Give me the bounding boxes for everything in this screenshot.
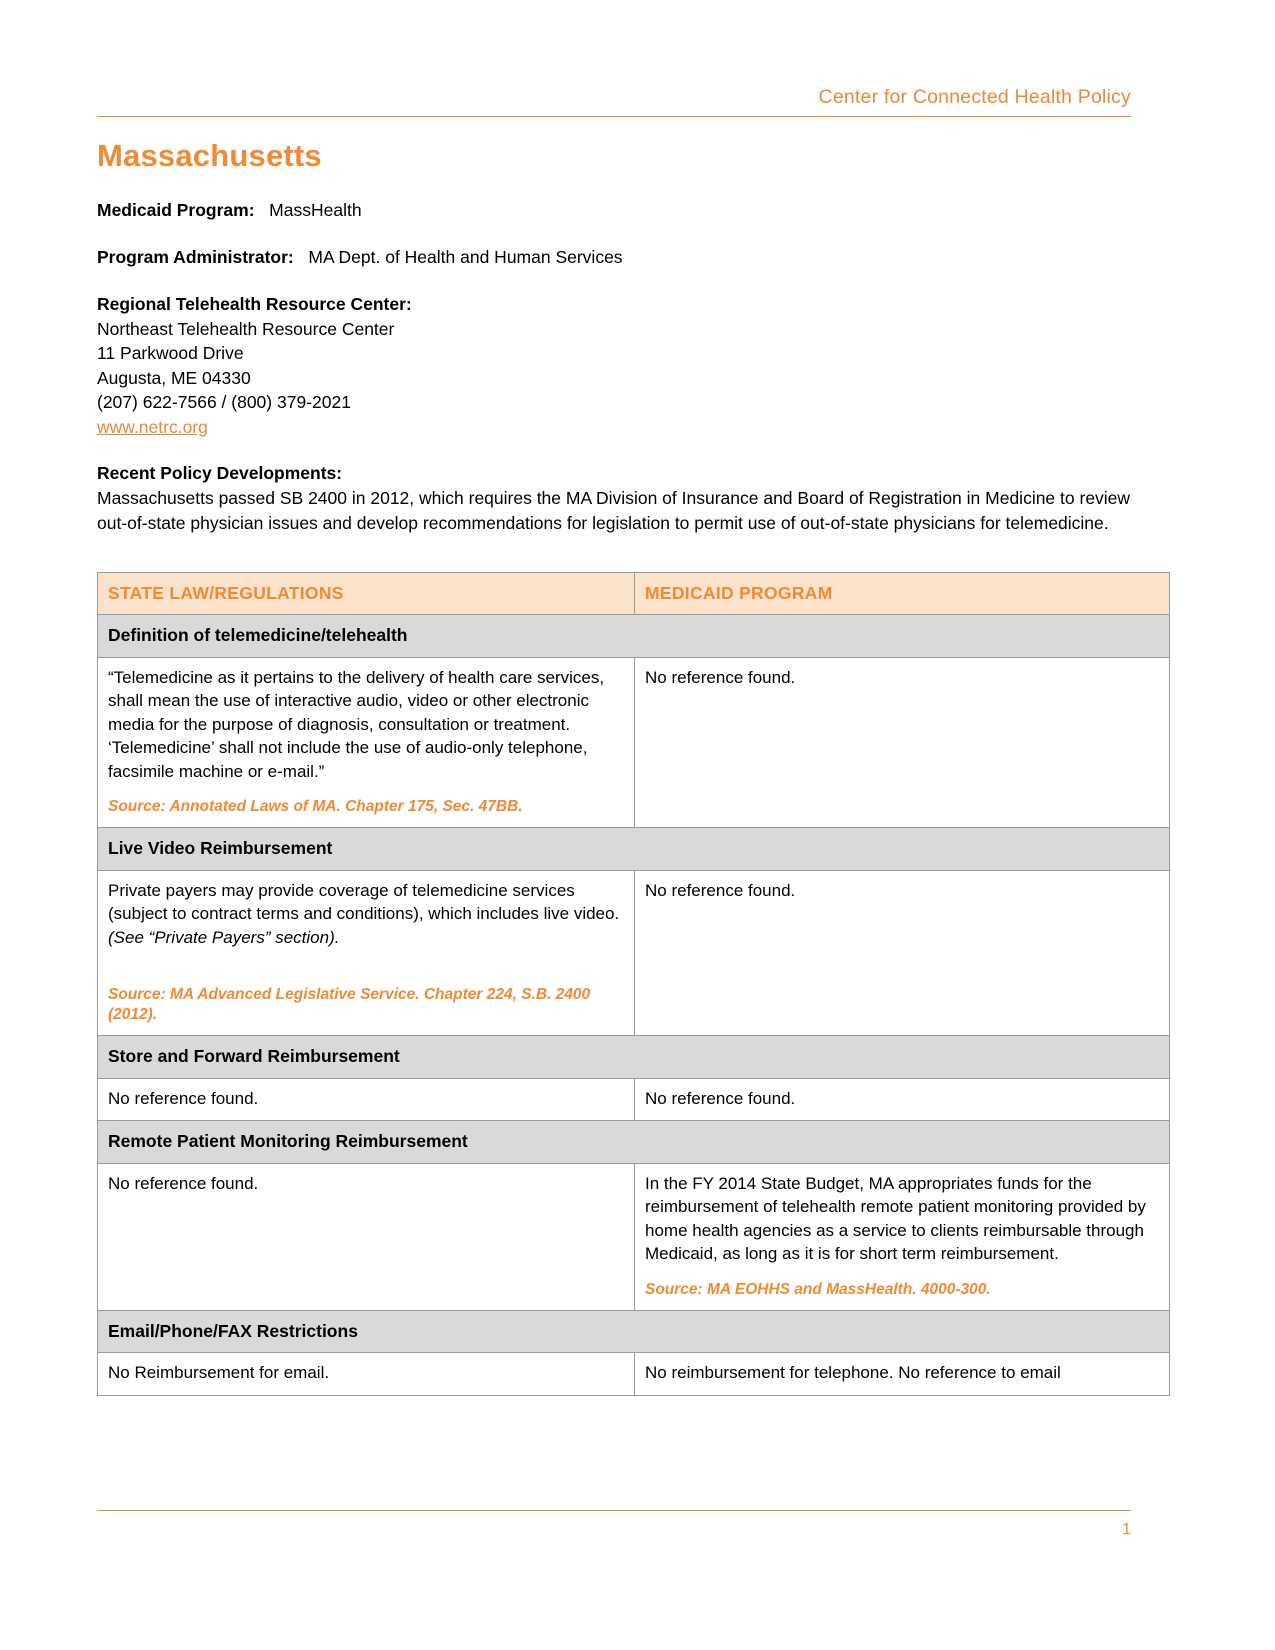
section-heading-row [98, 1121, 1170, 1164]
recent-policy-label: Recent Policy Developments: [97, 463, 343, 483]
cell-text: No Reimbursement for email. [108, 1363, 330, 1382]
cell-text: “Telemedicine as it pertains to the delivery of health care services, shall mean the use of interactive audio, video or other electronic media for the purpose of diagnosis, consultation or treatment. ‘Telemedicine’ shall not include the use of audio-only telephone, facsimile machine or e-mail.” [108, 667, 605, 781]
cell-state-law-remote-patient-monitoring [98, 1163, 635, 1310]
section-heading-definition: Definition of telemedicine/telehealth [98, 615, 1170, 658]
cell-note: (See “Private Payers” section). [108, 927, 340, 947]
medicaid-program-value: MassHealth [269, 200, 362, 220]
cell-text: No reference found. [108, 1088, 259, 1108]
cell-source: Source: Annotated Laws of MA. Chapter 175, Sec. 47BB. [108, 798, 523, 815]
cell-text: No reimbursement for telephone. No reference to email [645, 1363, 1061, 1382]
table-row [98, 1353, 1170, 1396]
section-heading-row [98, 1036, 1170, 1079]
cell-medicaid-live-video [635, 870, 1170, 1036]
rtrc-label: Regional Telehealth Resource Center: [97, 294, 412, 314]
recent-policy-developments [97, 461, 1131, 536]
page-title: Massachusetts [97, 138, 322, 173]
cell-state-law-definition [98, 657, 635, 828]
regional-telehealth-resource-center [97, 292, 1131, 439]
cell-medicaid-email-phone-fax [635, 1353, 1170, 1396]
cell-text: No reference found. [645, 1088, 796, 1108]
cell-source: Source: MA EOHHS and MassHealth. 4000-300. [645, 1280, 991, 1298]
table-row [98, 870, 1170, 1036]
cell-medicaid-definition [635, 657, 1170, 828]
section-heading-row [98, 615, 1170, 658]
cell-state-law-email-phone-fax [98, 1353, 635, 1396]
cell-medicaid-remote-patient-monitoring [635, 1163, 1170, 1310]
document-body [97, 138, 1146, 1396]
medicaid-program-line [97, 198, 1131, 223]
cell-text: No reference found. [645, 667, 796, 687]
recent-policy-text: Massachusetts passed SB 2400 in 2012, which requires the MA Division of Insurance and Board of Registration in Medicine to review out-of-state physician issues and develop recommendations for legislation to permit use of out-of-state physicians for telemedicine. [97, 487, 1131, 533]
rtrc-website-link[interactable]: www.netrc.org [97, 416, 208, 437]
section-heading-remote-patient-monitoring: Remote Patient Monitoring Reimbursement [98, 1121, 1170, 1164]
table-row [98, 657, 1170, 828]
program-administrator-line [97, 245, 1131, 270]
cell-text: In the FY 2014 State Budget, MA appropriates funds for the reimbursement of telehealth remote patient monitoring provided by home health agencies as a service to clients reimbursable through Medicaid, as long as it is for short term reimbursement. [645, 1173, 1146, 1263]
program-administrator-label: Program Administrator: [97, 247, 294, 267]
program-administrator-value: MA Dept. of Health and Human Services [308, 247, 623, 267]
section-heading-store-and-forward: Store and Forward Reimbursement [98, 1036, 1170, 1079]
section-heading-row [98, 1310, 1170, 1353]
page-number: 1 [1122, 1521, 1131, 1538]
cell-medicaid-store-and-forward [635, 1078, 1170, 1121]
section-heading-email-phone-fax: Email/Phone/FAX Restrictions [98, 1310, 1170, 1353]
cell-text: No reference found. [645, 880, 796, 900]
table-row [98, 1163, 1170, 1310]
column-header-medicaid: MEDICAID PROGRAM [635, 572, 1170, 615]
section-heading-live-video: Live Video Reimbursement [98, 828, 1170, 871]
table-row [98, 1078, 1170, 1121]
table-header-row [98, 572, 1170, 615]
cell-text: No reference found. [108, 1173, 259, 1193]
section-heading-row [98, 828, 1170, 871]
rtrc-name: Northeast Telehealth Resource Center [97, 318, 395, 339]
rtrc-city: Augusta, ME 04330 [97, 367, 251, 388]
medicaid-program-label: Medicaid Program: [97, 200, 255, 220]
cell-state-law-store-and-forward [98, 1078, 635, 1121]
cell-source: Source: MA Advanced Legislative Service. Chapter 224, S.B. 2400 (2012). [108, 986, 591, 1023]
policy-table [97, 572, 1170, 1396]
header-org-name: Center for Connected Health Policy [818, 86, 1131, 108]
rtrc-phone: (207) 622-7566 / (800) 379-2021 [97, 392, 351, 412]
column-header-state-law: STATE LAW/REGULATIONS [98, 572, 635, 615]
document-header [97, 86, 1131, 117]
document-footer [97, 1510, 1131, 1539]
cell-text: Private payers may provide coverage of telemedicine services (subject to contract terms and conditions), which includes live video. [108, 880, 620, 923]
rtrc-street: 11 Parkwood Drive [97, 343, 244, 363]
cell-state-law-live-video [98, 870, 635, 1036]
